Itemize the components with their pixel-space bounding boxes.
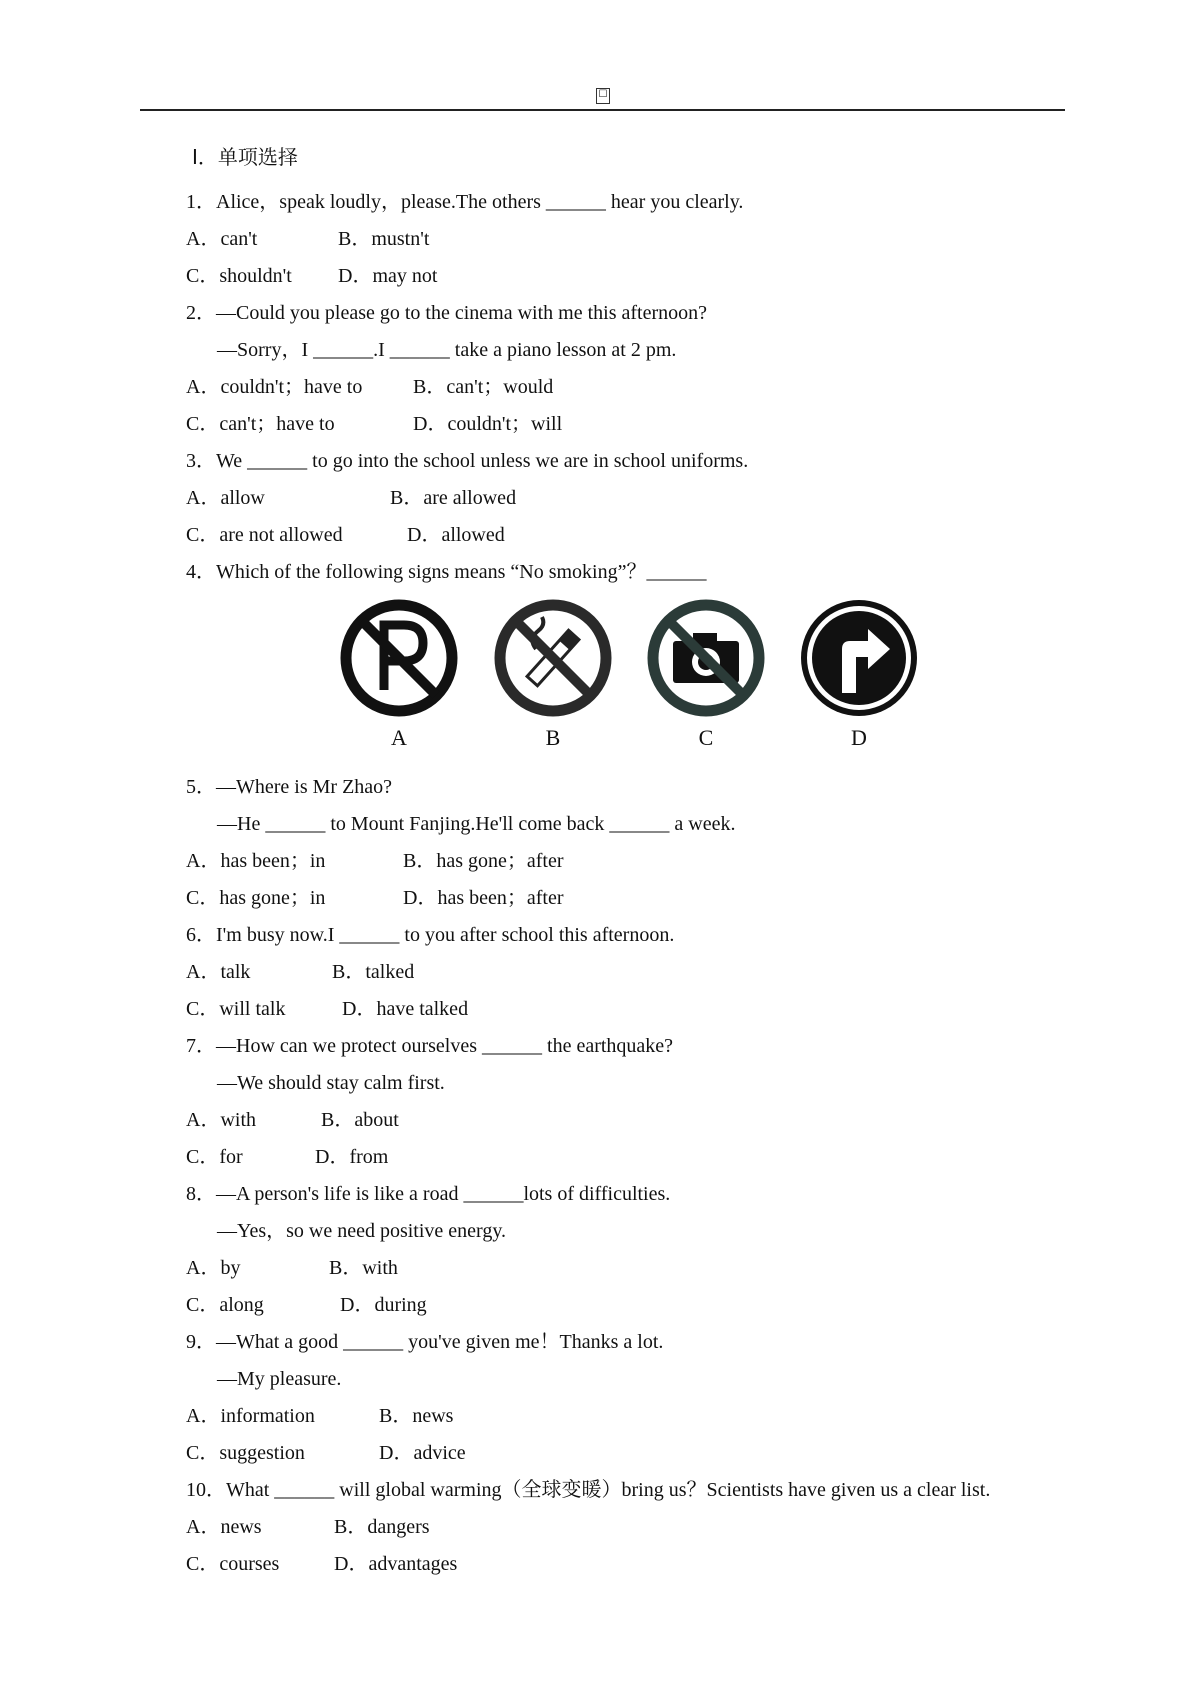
option-c[interactable]: C．courses [186, 1553, 280, 1575]
sign-label-a: A [391, 725, 407, 750]
question-6-options-row-2 [186, 991, 1086, 1028]
option-c[interactable]: C．for [186, 1146, 243, 1168]
question-5 [186, 769, 1086, 917]
sign-options [186, 597, 1086, 769]
option-d[interactable]: D．from [315, 1146, 389, 1168]
sign-option-c[interactable] [645, 597, 767, 759]
no-smoking-icon [492, 597, 614, 719]
question-5-stem-reply: —He ______ to Mount Fanjing.He'll come back ______ a week. [217, 813, 736, 835]
option-b[interactable]: B．dangers [334, 1516, 430, 1538]
option-c[interactable]: C．shouldn't [186, 265, 292, 287]
question-7-stem: 7．—How can we protect ourselves ______ the earthquake? [186, 1035, 674, 1057]
sign-label-c: C [698, 725, 714, 750]
question-10-options-row-1 [186, 1509, 1086, 1546]
option-b[interactable]: B．can't；would [413, 376, 554, 398]
question-8-options-row-2 [186, 1287, 1086, 1324]
option-b[interactable]: B．talked [332, 961, 415, 983]
question-2 [186, 295, 1086, 443]
option-d[interactable]: D．allowed [407, 524, 505, 546]
option-c[interactable]: C．along [186, 1294, 264, 1316]
option-c[interactable]: C．suggestion [186, 1442, 305, 1464]
question-2-options-row-1 [186, 369, 1086, 406]
question-10-stem: 10．What ______ will global warming（全球变暖）bring us？Scientists have given us a clear list. [186, 1479, 991, 1501]
option-b[interactable]: B．about [321, 1109, 399, 1131]
option-c[interactable]: C．will talk [186, 998, 286, 1020]
question-6-options-row-1 [186, 954, 1086, 991]
question-3-options-row-2 [186, 517, 1086, 554]
option-c[interactable]: C．are not allowed [186, 524, 343, 546]
question-8 [186, 1176, 1086, 1324]
option-a[interactable]: A．with [186, 1109, 256, 1131]
question-7-stem-reply: —We should stay calm first. [217, 1072, 445, 1094]
question-7-options-row-2 [186, 1139, 1086, 1176]
question-5-options-row-2 [186, 880, 1086, 917]
question-1 [186, 184, 1086, 295]
header-rule [140, 109, 1065, 111]
sign-option-b[interactable] [492, 597, 614, 759]
option-d[interactable]: D．advice [379, 1442, 466, 1464]
question-9-options-row-1 [186, 1398, 1086, 1435]
sign-option-a[interactable] [338, 597, 460, 759]
question-3 [186, 443, 1086, 554]
question-9-stem-reply: —My pleasure. [217, 1368, 342, 1390]
question-8-stem-reply: —Yes，so we need positive energy. [217, 1220, 507, 1242]
question-2-stem: 2．—Could you please go to the cinema with me this afternoon? [186, 302, 707, 324]
option-a[interactable]: A．news [186, 1516, 262, 1538]
question-7 [186, 1028, 1086, 1176]
no-parking-icon [338, 597, 460, 719]
option-a[interactable]: A．allow [186, 487, 265, 509]
question-2-options-row-2 [186, 406, 1086, 443]
question-3-options-row-1 [186, 480, 1086, 517]
option-b[interactable]: B．mustn't [338, 228, 430, 250]
question-8-stem: 8．—A person's life is like a road ______lots of difficulties. [186, 1183, 671, 1205]
option-c[interactable]: C．can't；have to [186, 413, 335, 435]
question-8-options-row-1 [186, 1250, 1086, 1287]
option-d[interactable]: D．may not [338, 265, 438, 287]
question-6-stem: 6．I'm busy now.I ______ to you after school this afternoon. [186, 924, 675, 946]
question-3-stem: 3．We ______ to go into the school unless we are in school uniforms. [186, 450, 749, 472]
question-1-options-row-1 [186, 221, 1086, 258]
sign-label-b: B [545, 725, 561, 750]
option-d[interactable]: D．couldn't；will [413, 413, 563, 435]
sign-label-d: D [851, 725, 867, 750]
no-photography-icon [645, 597, 767, 719]
option-c[interactable]: C．has gone；in [186, 887, 326, 909]
option-a[interactable]: A．has been；in [186, 850, 326, 872]
section-title: Ⅰ．单项选择 [192, 145, 298, 169]
question-9-stem: 9．—What a good ______ you've given me！Thanks a lot. [186, 1331, 664, 1353]
option-d[interactable]: D．during [340, 1294, 427, 1316]
option-a[interactable]: A．can't [186, 228, 258, 250]
exercise-content [186, 142, 1086, 1583]
question-5-options-row-1 [186, 843, 1086, 880]
question-5-stem: 5．—Where is Mr Zhao? [186, 776, 393, 798]
turn-right-icon [798, 597, 920, 719]
option-d[interactable]: D．advantages [334, 1553, 458, 1575]
option-b[interactable]: B．are allowed [390, 487, 517, 509]
option-a[interactable]: A．by [186, 1257, 241, 1279]
option-d[interactable]: D．have talked [342, 998, 469, 1020]
option-d[interactable]: D．has been；after [403, 887, 564, 909]
sign-option-d[interactable] [798, 597, 920, 759]
question-6 [186, 917, 1086, 1028]
option-b[interactable]: B．news [379, 1405, 454, 1427]
question-1-stem: 1．Alice，speak loudly，please.The others ______ hear you clearly. [186, 191, 744, 213]
question-2-stem-reply: —Sorry，I ______.I ______ take a piano lesson at 2 pm. [217, 339, 677, 361]
question-4 [186, 554, 1086, 769]
question-10 [186, 1472, 1086, 1583]
option-a[interactable]: A．talk [186, 961, 251, 983]
option-b[interactable]: B．with [329, 1257, 398, 1279]
question-10-options-row-2 [186, 1546, 1086, 1583]
question-9 [186, 1324, 1086, 1472]
question-9-options-row-2 [186, 1435, 1086, 1472]
option-b[interactable]: B．has gone；after [403, 850, 564, 872]
option-a[interactable]: A．information [186, 1405, 315, 1427]
question-1-options-row-2 [186, 258, 1086, 295]
question-7-options-row-1 [186, 1102, 1086, 1139]
option-a[interactable]: A．couldn't；have to [186, 376, 363, 398]
question-4-stem: 4．Which of the following signs means “No smoking”？______ [186, 561, 707, 583]
header-mark: ☐ [596, 88, 610, 104]
